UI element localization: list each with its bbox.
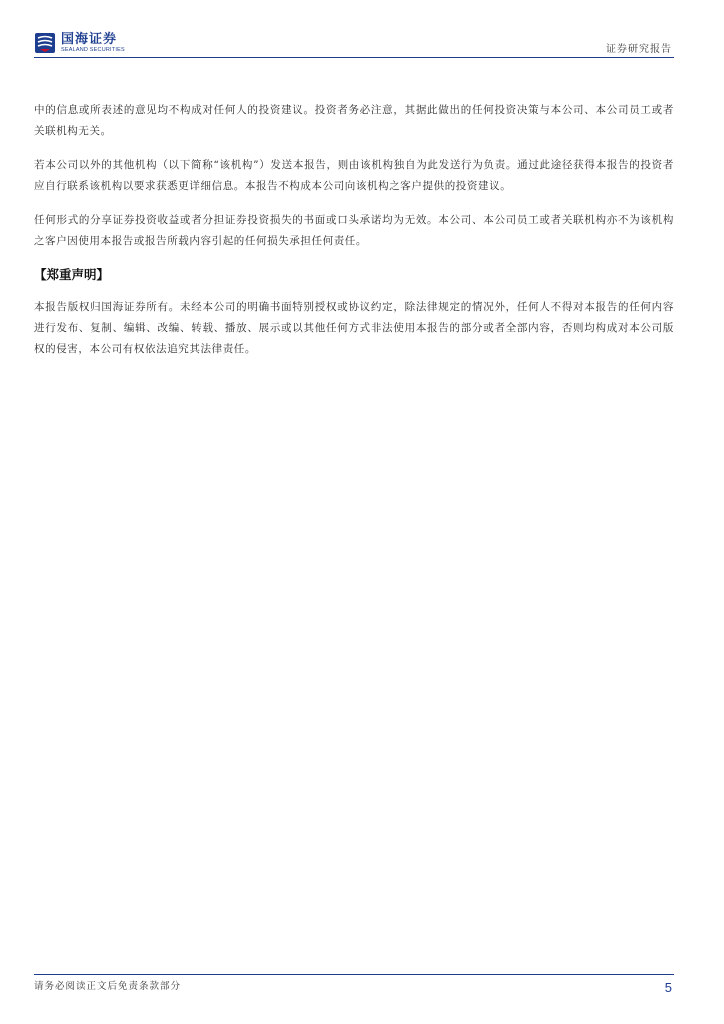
logo-english-name: SEALAND SECURITIES <box>61 46 125 53</box>
copyright-paragraph: 本报告版权归国海证券所有。未经本公司的明确书面特别授权或协议约定，除法律规定的情况外，任何人不得对本报告的任何内容进行发布、复制、编辑、改编、转载、播放、展示或以其他任何方式非法使用本报告的部分或者全部内容，否则均构成对本公司版权的侵害，本公司有权依法追究其法律责任。 <box>34 301 674 355</box>
footer-divider <box>34 974 674 975</box>
disclaimer-content <box>34 100 674 373</box>
company-logo <box>34 32 125 54</box>
disclaimer-paragraph-1: 中的信息或所表述的意见均不构成对任何人的投资建议。投资者务必注意，其据此做出的任何投资决策与本公司、本公司员工或者关联机构无关。 <box>34 104 674 137</box>
logo-text <box>61 33 125 54</box>
sealand-logo-icon <box>34 32 56 54</box>
disclaimer-paragraph-3: 任何形式的分享证券投资收益或者分担证券投资损失的书面或口头承诺均为无效。本公司、本公司员工或者关联机构亦不为该机构之客户因使用本报告或报告所载内容引起的任何损失承担任何责任。 <box>34 214 674 247</box>
header-divider <box>34 57 674 58</box>
disclaimer-paragraph-2: 若本公司以外的其他机构（以下简称“该机构”）发送本报告，则由该机构独自为此发送行为负责。通过此途径获得本报告的投资者应自行联系该机构以要求获悉更详细信息。本报告不构成本公司向该机构之客户提供的投资建议。 <box>34 159 674 192</box>
footer-disclaimer-note: 请务必阅读正文后免责条款部分 <box>34 981 182 992</box>
page-header <box>34 30 674 60</box>
report-type-label: 证券研究报告 <box>606 44 672 55</box>
page-number: 5 <box>664 980 672 995</box>
logo-chinese-name: 国海证券 <box>61 31 118 47</box>
solemn-declaration-heading: 【郑重声明】 <box>34 267 110 282</box>
